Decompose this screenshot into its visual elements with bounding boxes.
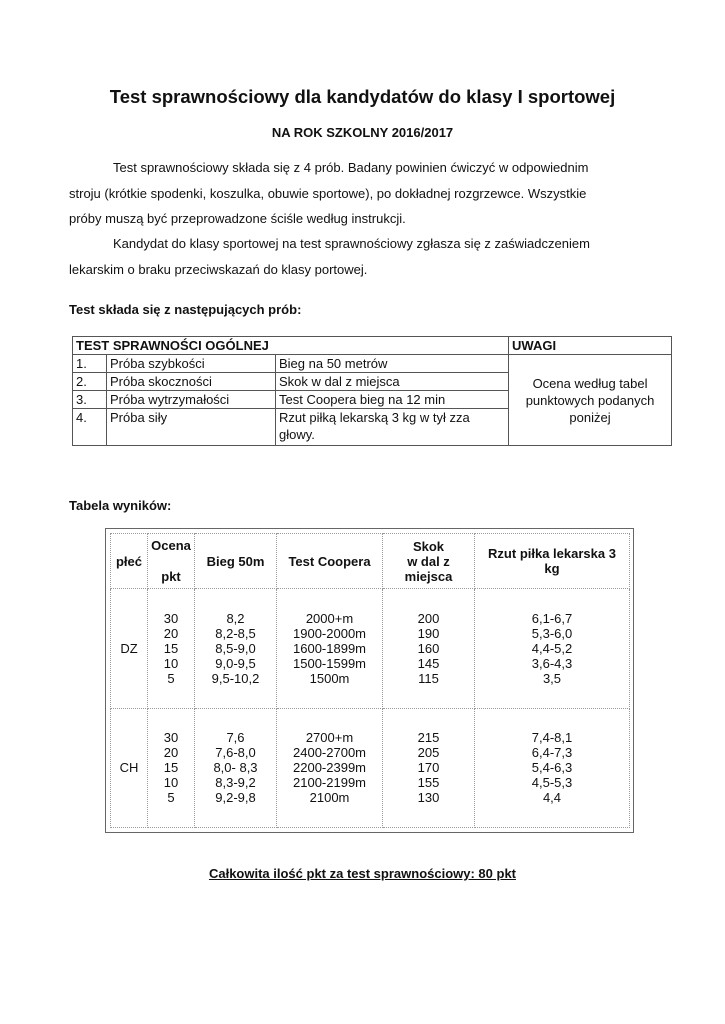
throw-value: 5,3-6,0 [531, 625, 573, 641]
intro-paragraph [69, 155, 672, 232]
cooper-value: 2000+m [305, 610, 354, 626]
throw-value: 4,4-5,2 [531, 640, 573, 656]
results-section-heading: Tabela wyników: [69, 498, 172, 513]
cooper-cell [277, 708, 383, 828]
remarks-header: UWAGI [509, 337, 672, 355]
cooper-header: Test Coopera [277, 534, 383, 589]
jump-cell [383, 708, 475, 828]
jump-value: 155 [417, 775, 440, 791]
jump-value: 130 [417, 790, 440, 806]
results-group-row [111, 708, 630, 828]
score-header [148, 534, 195, 589]
throw-value: 4,4 [542, 790, 562, 806]
points-value: 15 [163, 640, 179, 656]
jump-value: 200 [417, 610, 440, 626]
test-number: 4. [73, 409, 107, 446]
throw-value: 3,5 [542, 670, 562, 686]
run50-value: 8,0- 8,3 [213, 760, 258, 776]
score-header-bottom: pkt [161, 569, 181, 584]
run50-value: 7,6 [226, 730, 245, 746]
run50-value: 7,6-8,0 [215, 745, 256, 761]
jump-value: 160 [417, 640, 440, 656]
points-value: 15 [163, 760, 179, 776]
test-number: 1. [73, 355, 107, 373]
intro-line: próby muszą być przeprowadzone ściśle według instrukcji. [69, 211, 406, 226]
test-name: Próba skoczności [107, 373, 276, 391]
tests-section-heading: Test składa się z następujących prób: [69, 302, 302, 317]
throw-value: 6,1-6,7 [531, 610, 573, 626]
points-value: 30 [163, 730, 179, 746]
test-description: Skok w dal z miejsca [276, 373, 509, 391]
score-header-top: Ocena [151, 538, 191, 553]
candidate-line: Kandydat do klasy sportowej na test sprawnościowy zgłasza się z zaświadczeniem [113, 236, 590, 251]
gender-cell: CH [111, 708, 148, 828]
throw-cell [475, 708, 630, 828]
intro-line: stroju (krótkie spodenki, koszulka, obuwie sportowe), po dokładnej rozgrzewce. Wszystkie [69, 185, 587, 201]
throw-value: 6,4-7,3 [531, 745, 573, 761]
throw-value: 4,5-5,3 [531, 775, 573, 791]
jump-value: 145 [417, 655, 440, 671]
jump-header-line: w dal z [407, 553, 450, 569]
gender-header: płeć [111, 534, 148, 589]
cooper-value: 1500m [309, 670, 350, 686]
candidate-line: lekarskim o braku przeciwskazań do klasy portowej. [69, 261, 368, 277]
jump-header-line: miejsca [404, 568, 453, 584]
school-year-subtitle: NA ROK SZKOLNY 2016/2017 [271, 125, 454, 140]
run50-value: 8,2-8,5 [215, 625, 256, 641]
test-number: 2. [73, 373, 107, 391]
intro-line: Test sprawnościowy składa się z 4 prób. Badany powinien ćwiczyć w odpowiednim [113, 160, 589, 175]
throw-header [475, 534, 630, 589]
cooper-value: 2100-2199m [293, 775, 366, 791]
results-table [110, 533, 630, 828]
run50-value: 8,3-9,2 [215, 775, 256, 791]
points-value: 10 [163, 775, 179, 791]
test-number: 3. [73, 391, 107, 409]
cooper-value: 1600-1899m [293, 640, 366, 656]
tests-table [72, 336, 672, 446]
gender-cell: DZ [111, 589, 148, 709]
run50-header: Bieg 50m [195, 534, 277, 589]
run50-value: 8,2 [226, 610, 245, 626]
points-cell [148, 589, 195, 709]
tests-table-header: TEST SPRAWNOŚCI OGÓLNEJ [73, 337, 509, 355]
points-value: 20 [163, 745, 179, 761]
results-table-frame [105, 528, 634, 833]
jump-value: 215 [417, 730, 440, 746]
cooper-value: 1500-1599m [293, 655, 366, 671]
cooper-value: 2200-2399m [293, 760, 366, 776]
test-name: Próba wytrzymałości [107, 391, 276, 409]
run50-cell [195, 708, 277, 828]
run50-value: 8,5-9,0 [215, 640, 256, 656]
points-value: 5 [167, 670, 175, 686]
results-group-row [111, 589, 630, 709]
points-cell [148, 708, 195, 828]
total-points-footer: Całkowita ilość pkt za test sprawnościowy: 80 pkt [208, 866, 517, 881]
points-value: 10 [163, 655, 179, 671]
test-description: Rzut piłką lekarską 3 kg w tył zza głowy. [276, 409, 509, 446]
test-name: Próba szybkości [107, 355, 276, 373]
jump-cell [383, 589, 475, 709]
jump-value: 190 [417, 625, 440, 641]
cooper-value: 2700+m [305, 730, 354, 746]
cooper-value: 2100m [309, 790, 350, 806]
points-value: 30 [163, 610, 179, 626]
throw-value: 3,6-4,3 [531, 655, 573, 671]
cooper-value: 2400-2700m [293, 745, 366, 761]
run50-value: 9,2-9,8 [215, 790, 256, 806]
remarks-cell: Ocena według tabel punktowych podanych poniżej [509, 355, 672, 446]
cooper-value: 1900-2000m [293, 625, 366, 641]
throw-header-line: kg [544, 561, 560, 576]
throw-value: 7,4-8,1 [531, 730, 573, 746]
document-title: Test sprawnościowy dla kandydatów do klasy I sportowej [109, 86, 616, 107]
throw-value: 5,4-6,3 [531, 760, 573, 776]
jump-value: 205 [417, 745, 440, 761]
throw-header-line: Rzut piłka lekarska 3 [488, 546, 616, 561]
throw-cell [475, 589, 630, 709]
candidate-paragraph [69, 231, 672, 282]
test-description: Bieg na 50 metrów [276, 355, 509, 373]
run50-value: 9,5-10,2 [211, 670, 260, 686]
jump-header [383, 534, 475, 589]
points-value: 20 [163, 625, 179, 641]
jump-value: 115 [418, 670, 439, 686]
run50-cell [195, 589, 277, 709]
run50-value: 9,0-9,5 [215, 655, 256, 671]
test-description: Test Coopera bieg na 12 min [276, 391, 509, 409]
jump-header-line: Skok [412, 538, 445, 554]
jump-value: 170 [417, 760, 440, 776]
cooper-cell [277, 589, 383, 709]
points-value: 5 [167, 790, 175, 806]
test-name: Próba siły [107, 409, 276, 446]
